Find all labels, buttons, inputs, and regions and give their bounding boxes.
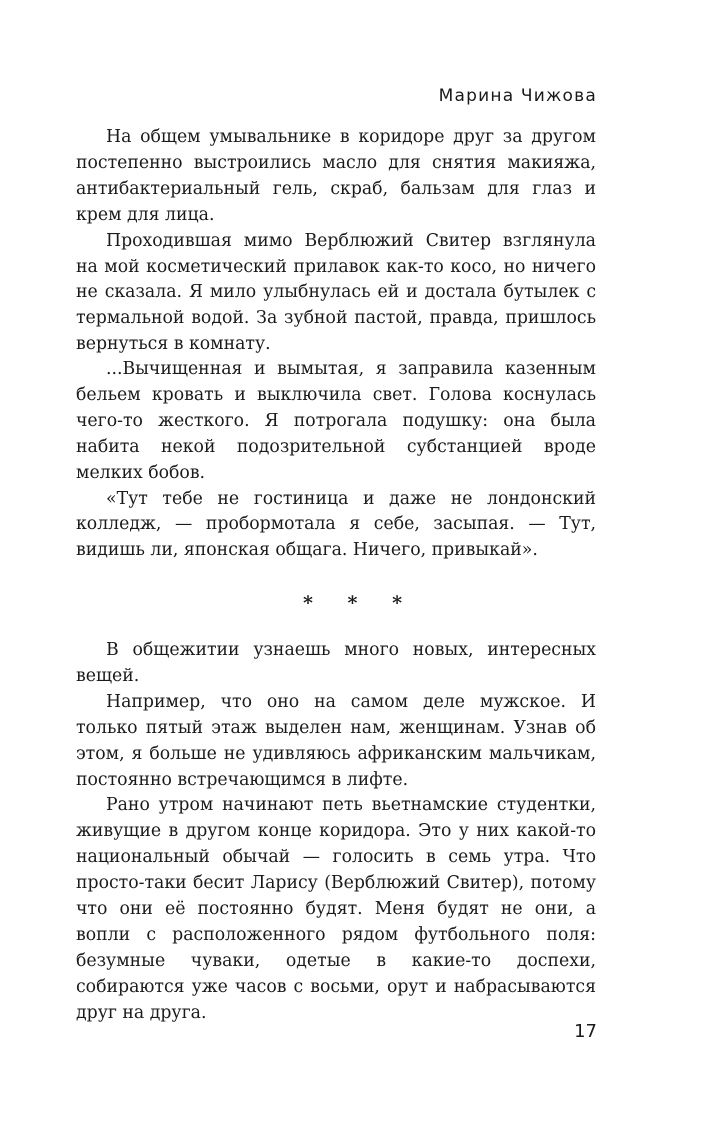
paragraph: Проходившая мимо Верблюжий Свитер взглянула на мой косметический прилавок как-то косо, но ничего не сказала. Я мило улыбнулась ей и достала бутылек с термальной водой. За зубной пастой, правда, пришлось вернуться в комнату. xyxy=(76,230,596,355)
paragraph: Например, что оно на самом деле мужское. И только пятый этаж выделен нам, женщинам. Узнав об этом, я больше не удивляюсь африканским мальчикам, постоянно встречающимся в лифте. xyxy=(76,691,596,790)
running-header-author: Марина Чижова xyxy=(438,86,597,106)
paragraph: ...Вычищенная и вымытая, я заправила казенным бельем кровать и выключила свет. Голова коснулась чего-то жесткого. Я потрогала подушку: она была набита некой подозрительной субстанцией вроде мелких бобов. xyxy=(76,359,596,483)
paragraph: «Тут тебе не гостиница и даже не лондонский колледж, — пробормотала я себе, засыпая. — Тут, видишь ли, японская общага. Ничего, привыкай». xyxy=(76,488,596,561)
text-section-3 xyxy=(76,638,596,1027)
text-section-1 xyxy=(76,125,596,358)
section-separator: * * * xyxy=(302,592,417,614)
page-number: 17 xyxy=(574,1021,597,1042)
paragraph: Рано утром начинают петь вьетнамские студентки, живущие в другом конце коридора. Это у них какой-то национальный обычай — голосить в семь утра. Что просто-таки бесит Ларису (Верблюжий Свитер), потому что они её постоянно будят. Меня будят не они, а вопли с расположенного рядом футбольного поля: безумные чуваки, одетые в какие-то доспехи, собираются уже часов с восьми, орут и набрасываются друг на друга. xyxy=(76,795,596,1023)
paragraph: На общем умывальнике в коридоре друг за другом постепенно выстроились масло для снятия макияжа, антибактериальный гель, скраб, бальзам для глаз и крем для лица. xyxy=(76,127,596,225)
text-section-2 xyxy=(76,357,596,564)
paragraph: В общежитии узнаешь много новых, интересных вещей. xyxy=(76,640,596,686)
